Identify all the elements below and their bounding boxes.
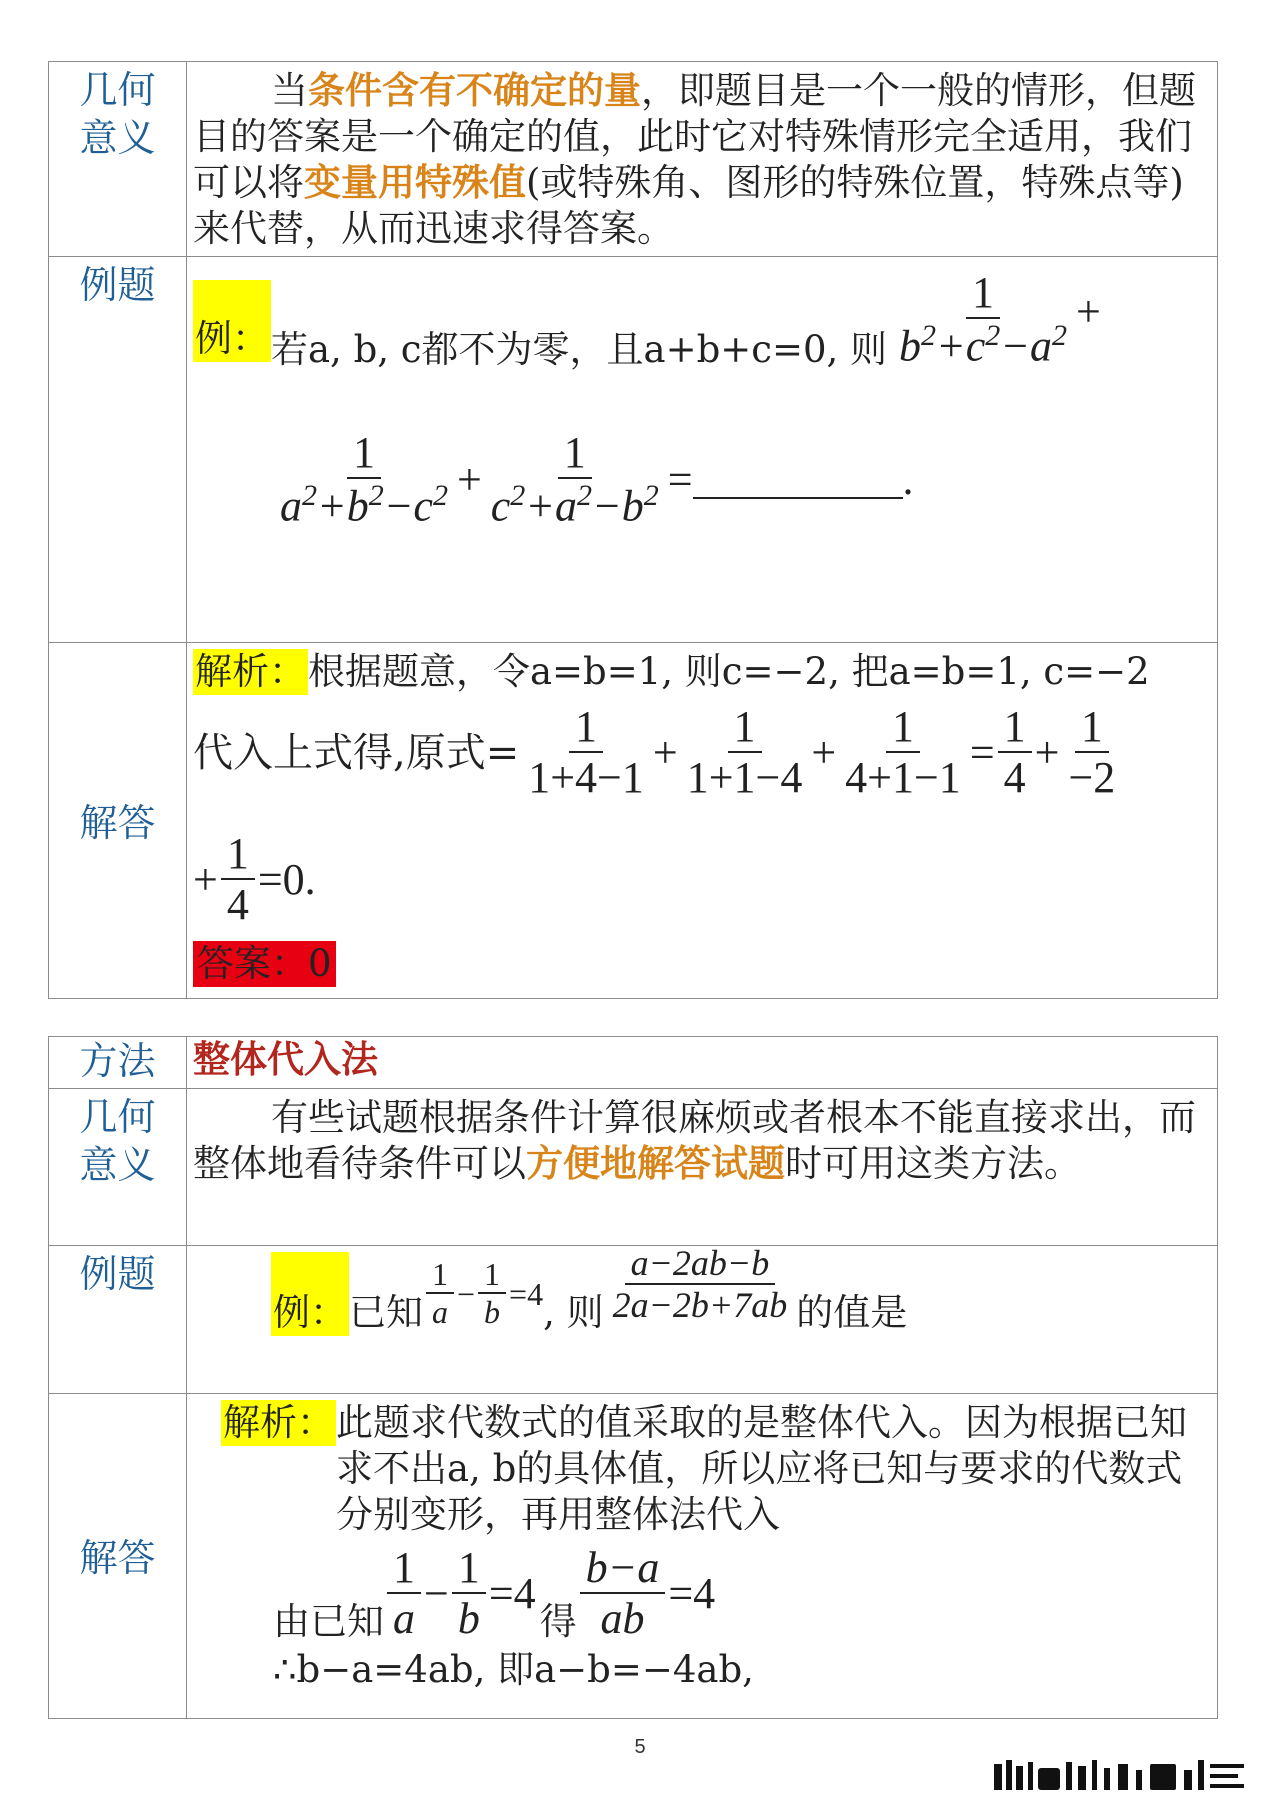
example-line-2: $\frac{1}{a^2+b^2-c^2}$ + $\frac{1}{c^2+a^2-b^2}$ = . [193,429,1213,533]
solution-text: 根据题意，令a=b=1, 则c=−2, 把a=b=1, c=−2 [308,650,1150,693]
fraction-b2-c2-a2: $\frac{1}{b^2+c^2-a^2}$ [899,268,1067,372]
example-known: 已知 [349,1291,423,1334]
solution-content-2 [187,1394,1218,1719]
solution-result: =0. [257,855,316,905]
solution-line-2: 代入上式得,原式= $\frac{1}{1+4-1}$ + $\frac{1}{1+1-4}$ + $\frac{1}{4+1-1}$ = $\frac{1}{4}$ + $\frac{1}{-2}$ [193,702,1116,803]
meaning-part-1: 当 [271,69,308,112]
label-example: 例题 [49,257,187,643]
row-example-2 [49,1246,1218,1394]
solution-line-3: + $\frac{1}{4}$ =0. [193,828,316,930]
meaning-text-2 [187,1089,1218,1246]
solution-line-1 [193,649,1213,695]
row-solution [49,643,1218,999]
row-method [49,1037,1218,1089]
solution-substitute: 代入上式得,原式= [193,730,520,777]
example-text: 若a, b, c都不为零，且a+b+c=0, 则 [271,327,888,371]
solution-content [187,643,1218,999]
watermark-icon [994,1758,1244,1792]
method-name: 整体代入法 [193,1038,378,1081]
meaning-text [187,62,1218,257]
meaning-highlight-1: 条件含有不确定的量 [308,69,641,112]
row-solution-2 [49,1394,1218,1719]
meaning-part-3: (或特殊角、图形的特殊位置，特殊点等)来代替，从而迅速求得答案。 [193,161,1184,250]
solution-text-2: 此题求代数式的值采取的是整体代入。因为根据已知求不出a, b的具体值，所以应将已知与要求的代数式分别变形，再用整体法代入 [336,1401,1187,1536]
get-word: 得 [539,1599,577,1643]
example-tag: 例： [193,280,271,362]
label-solution: 解答 [49,643,187,999]
row-geometric-meaning [49,62,1218,257]
meaning-highlight-2: 变量用特殊值 [304,161,526,204]
example-content-2 [187,1242,1218,1394]
table-special-value-method [48,61,1218,999]
label-geometric-meaning-2 [49,1089,187,1246]
answer-blank [693,461,903,499]
solution2-equation: 由已知 $\frac{1}{a}$ − $\frac{1}{b}$ =4 得 $\frac{b-a}{ab}$ =4 [273,1543,716,1644]
example-then: , 则 [543,1291,604,1334]
fraction-c2-a2-b2: $\frac{1}{c^2+a^2-b^2}$ [490,427,659,531]
row-geometric-meaning-2 [49,1089,1218,1246]
example-end: 的值是 [796,1291,908,1334]
row-example [49,257,1218,643]
fraction-a2-b2-c2: $\frac{1}{a^2+b^2-c^2}$ [280,427,448,531]
solution-tag: 解析： [195,650,306,693]
table-whole-substitution [48,1036,1218,1719]
solution2-paragraph [193,1400,1213,1538]
method-name-cell [187,1037,1218,1089]
meaning-part-1: 有些试题根据条件计算很麻烦或者根本不能直接求出，而整体地看待条件可以 [193,1096,1196,1185]
label-line-2: 意义 [79,116,156,160]
label-solution-2: 解答 [49,1394,187,1719]
answer-line [193,941,1213,987]
from-known: 由已知 [273,1599,384,1643]
example-line-1 [193,269,1213,373]
plus-sign: + [1075,287,1101,336]
meaning-part-2: ，即题目是一个一般的情形，但题目的答案是一个确定的值，此时它对特殊情形完全适用，我们可以将 [193,69,1196,204]
meaning-part-2: 时可用这类方法。 [785,1142,1081,1185]
example-content [187,257,1218,643]
answer-badge: 答案：0 [193,941,336,987]
label-line-1: 几何 [79,68,156,112]
solution-tag-2: 解析： [223,1401,334,1444]
label-geometric-meaning [49,62,187,257]
example2-line: 例： 已知 $\frac{1}{a}$ − $\frac{1}{b}$ =4 , 则 $\frac{a-2ab-b}{2a-2b+7ab}$ 的值是 [273,1242,908,1334]
meaning-highlight-1: 方便地解答试题 [526,1142,785,1185]
label-line-1: 几何 [79,1095,156,1139]
label-method: 方法 [49,1037,187,1089]
example-tag-2: 例： [271,1252,349,1336]
label-example-2: 例题 [49,1246,187,1394]
page-number: 5 [634,1736,646,1758]
label-line-2: 意义 [79,1143,156,1187]
solution2-conclusion: ∴b−a=4ab, 即a−b=−4ab, [273,1647,754,1691]
